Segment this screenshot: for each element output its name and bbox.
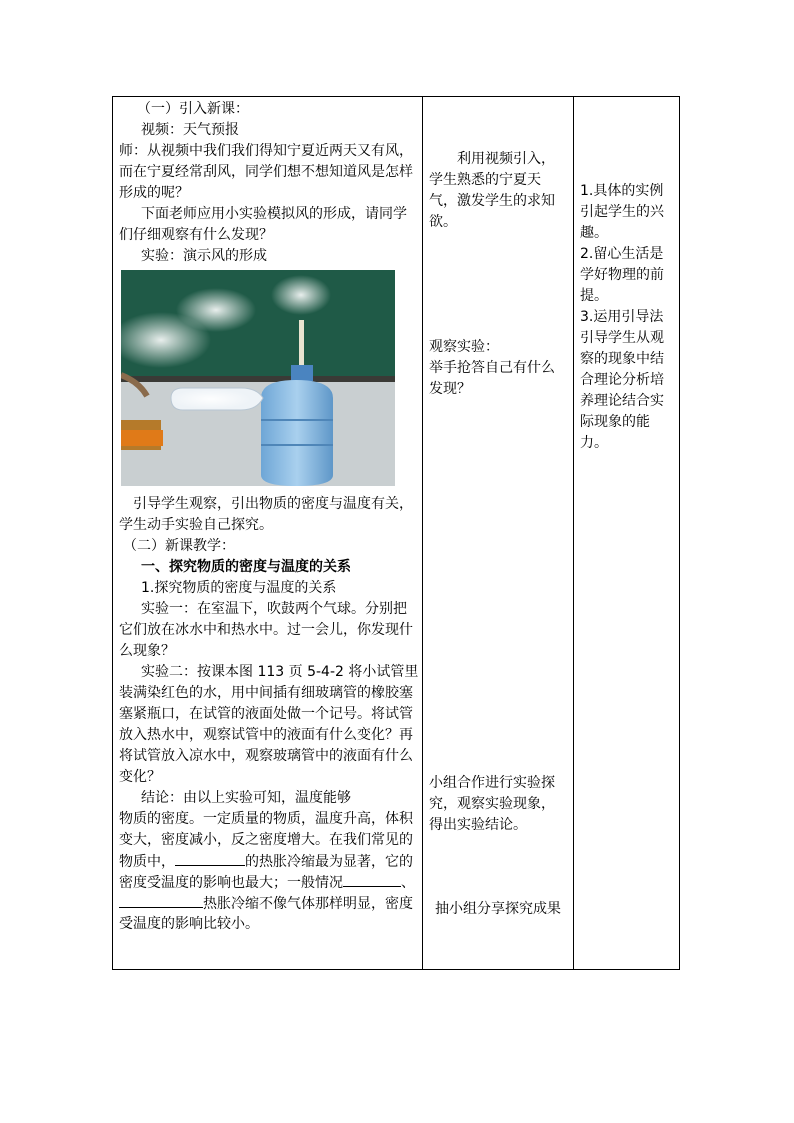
new-lesson-heading: （二）新课教学： [123, 538, 235, 554]
guide-line: 学生动手实验自己探究。 [119, 517, 273, 533]
video-line: 视频：天气预报 [141, 122, 239, 138]
intent-line: 3.运用引导法 [580, 309, 664, 325]
intent-line: 1.具体的实例 [580, 183, 664, 199]
intent-line: 趣。 [580, 225, 608, 241]
share-line: 抽小组分享探究成果 [435, 901, 561, 917]
body-line: 物质的密度。一定质量的物质，温度升高，体积 [119, 811, 413, 827]
experiment-two-line: 变化？ [119, 769, 161, 785]
answer-blank [175, 851, 245, 866]
intent-line: 合理论分析培 [580, 372, 664, 388]
lesson-plan-table [112, 96, 680, 970]
intro-activity-line: 气，激发学生的求知 [429, 193, 555, 209]
subsection-title: 1.探究物质的密度与温度的关系 [141, 580, 337, 596]
demo-line: 们仔细观察有什么发现？ [119, 227, 273, 243]
fill-text: 热胀冷缩不像气体那样明显，密度 [203, 896, 413, 912]
intro-activity-line: 学生熟悉的宁夏天 [429, 172, 541, 188]
intent-line: 养理论结合实 [580, 393, 664, 409]
fill-text: 物质中， [119, 854, 175, 870]
experiment-two-line: 装满染红色的水，用中间插有细玻璃管的橡胶塞 [119, 685, 413, 701]
intent-line: 力。 [580, 435, 608, 451]
group-work-line: 小组合作进行实验探 [429, 775, 555, 791]
intro-activity-line: 利用视频引入， [457, 151, 555, 167]
body-line: 受温度的影响比较小。 [119, 916, 259, 932]
section-title: 一、探究物质的密度与温度的关系 [141, 559, 351, 575]
experiment-two-line: 塞紧瓶口，在试管的液面处做一个记号。将试管 [119, 706, 413, 722]
intent-line: 察的现象中结 [580, 351, 664, 367]
answer-blank [119, 893, 203, 908]
experiment-label: 实验：演示风的形成 [141, 248, 267, 264]
experiment-one-line: 实验一：在室温下，吹鼓两个气球。分别把 [141, 601, 407, 617]
design-intent-column [574, 97, 680, 969]
conclusion-line: 结论：由以上实验可知，温度能够 [141, 790, 351, 806]
intent-line: 际现象的能 [580, 414, 650, 430]
fill-blank-line [119, 893, 413, 913]
teacher-line: 师：从视频中我们我们得知宁夏近两天又有风， [119, 143, 413, 159]
intent-line: 学好物理的前 [580, 267, 664, 283]
observe-line: 发现？ [429, 381, 471, 397]
observe-line: 观察实验： [429, 339, 499, 355]
intent-line: 引起学生的兴 [580, 204, 664, 220]
guide-line: 引导学生观察，引出物质的密度与温度有关， [133, 496, 413, 512]
student-activity-column [423, 97, 573, 969]
experiment-two-line: 将试管放入凉水中，观察玻璃管中的液面有什么 [119, 748, 413, 764]
teacher-line: 形成的呢？ [119, 185, 189, 201]
body-line: 变大，密度减小，反之密度增大。在我们常见的 [119, 832, 413, 848]
intro-activity-line: 欲。 [429, 214, 457, 230]
group-work-line: 究，观察实验现象， [429, 796, 555, 812]
fill-text: 、 [401, 875, 415, 891]
fill-text: 密度受温度的影响也最大；一般情况 [119, 875, 343, 891]
demo-line: 下面老师应用小实验模拟风的形成，请同学 [141, 206, 407, 222]
experiment-two-line: 放入热水中，观察试管中的液面有什么变化？再 [119, 727, 413, 743]
observe-line: 举手抢答自己有什么 [429, 360, 555, 376]
wind-demo-photo [121, 270, 395, 486]
intro-heading: （一）引入新课： [137, 101, 249, 117]
intent-line: 引导学生从观 [580, 330, 664, 346]
experiment-two-line: 实验二：按课本图 113 页 5-4-2 将小试管里 [141, 664, 419, 680]
intent-line: 提。 [580, 288, 608, 304]
answer-blank [343, 872, 401, 887]
group-work-line: 得出实验结论。 [429, 817, 527, 833]
fill-blank-line [119, 851, 413, 871]
teaching-content-column [113, 97, 422, 969]
experiment-one-line: 它们放在冰水中和热水中。过一会儿，你发现什 [119, 622, 413, 638]
fill-blank-line [119, 872, 415, 892]
experiment-one-line: 么现象？ [119, 643, 175, 659]
fill-text: 的热胀冷缩最为显著，它的 [245, 854, 413, 870]
teacher-line: 而在宁夏经常刮风，同学们想不想知道风是怎样 [119, 164, 413, 180]
intent-line: 2.留心生活是 [580, 246, 664, 262]
